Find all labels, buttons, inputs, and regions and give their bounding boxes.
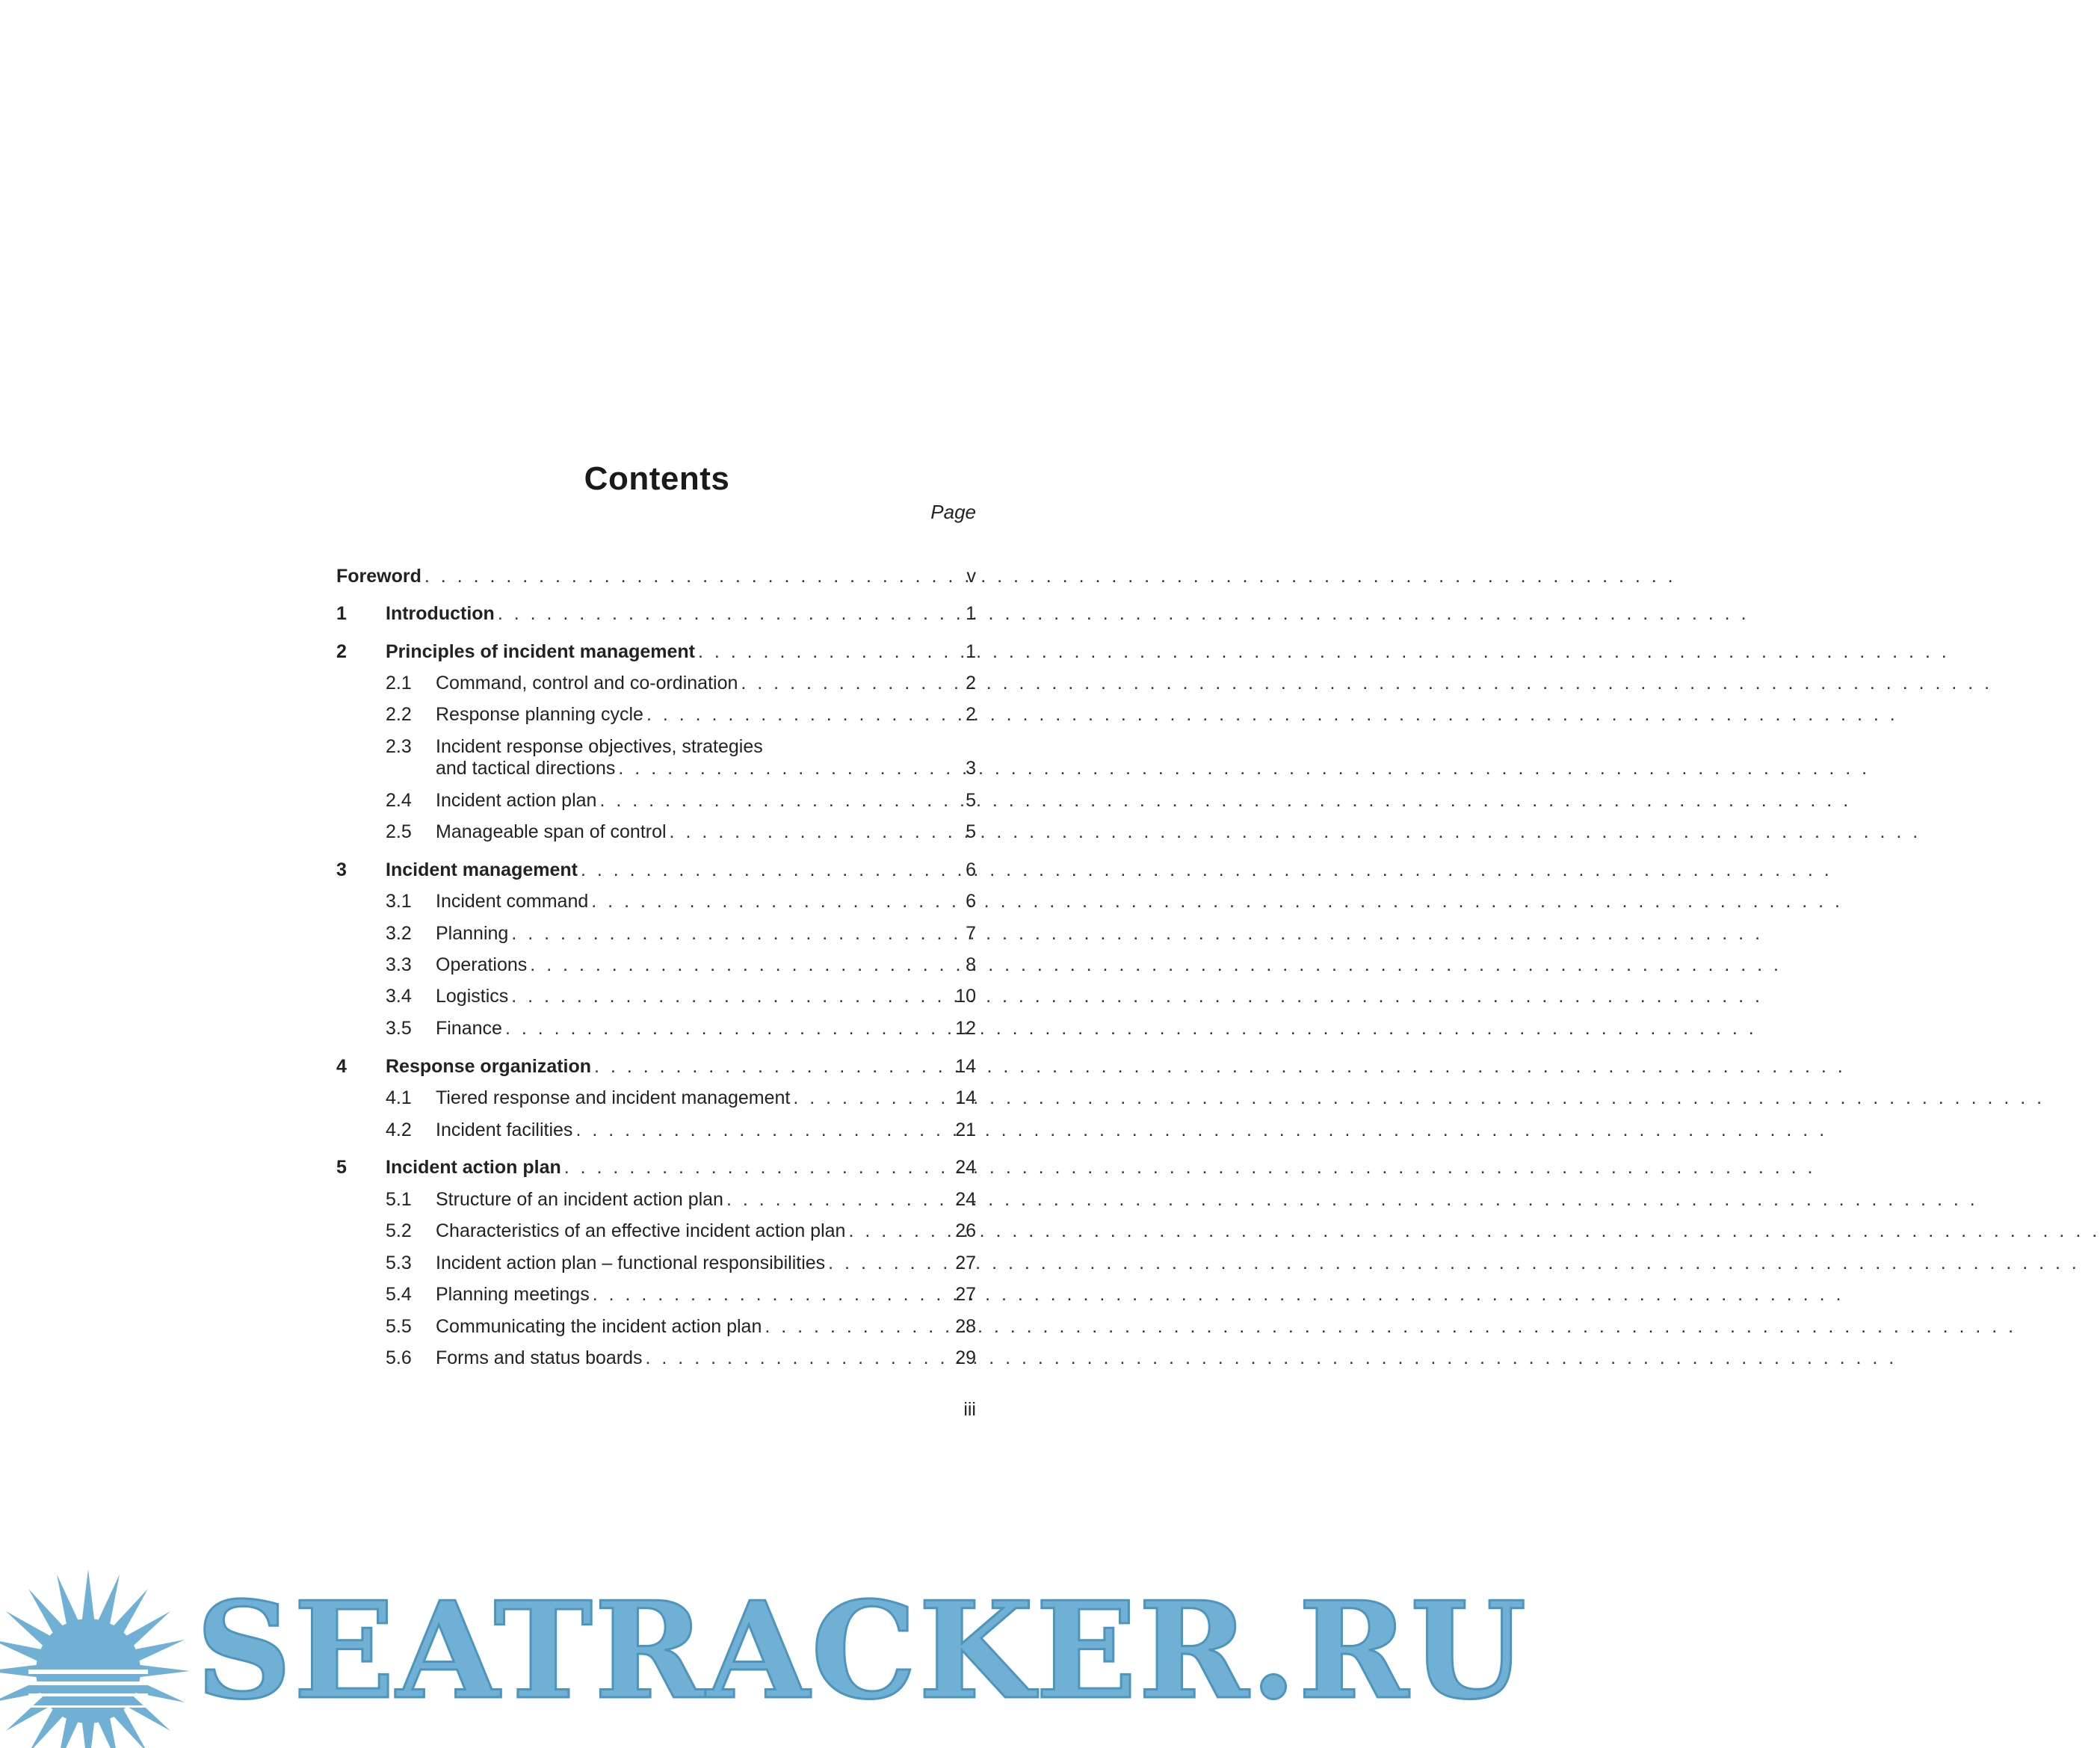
toc-entry-page: 29 — [955, 1347, 976, 1368]
toc-entry-3-2[interactable] — [0, 922, 1236, 948]
toc-entry-number: 2.3 — [386, 736, 412, 757]
toc-entry-page: 5 — [966, 821, 976, 842]
dot-leader — [575, 1119, 1827, 1141]
toc-entry-5-4[interactable] — [0, 1283, 1236, 1309]
toc-entry-3-4[interactable] — [0, 985, 1236, 1010]
dot-leader — [593, 1283, 1844, 1306]
toc-entry-page: 2 — [966, 673, 976, 694]
toc-entry-3[interactable] — [0, 859, 1236, 884]
toc-entry-5-1[interactable] — [0, 1188, 1236, 1214]
dot-leader — [591, 890, 1843, 912]
toc-entry-number: 3.1 — [386, 891, 412, 912]
toc-entry-number: 4.1 — [386, 1087, 412, 1108]
toc-entry-label: Introduction — [386, 602, 498, 625]
toc-entry-number: 3.5 — [386, 1018, 412, 1039]
toc-entry-label: Command, control and co-ordination — [436, 672, 741, 694]
toc-entry-number: 5.5 — [386, 1316, 412, 1337]
dot-leader — [599, 789, 1851, 812]
toc-entry-label: Incident command — [436, 890, 591, 912]
toc-entry-page: 14 — [955, 1087, 976, 1108]
toc-entry-label: and tactical directions — [436, 757, 618, 779]
toc-entry-number: 2.2 — [386, 704, 412, 725]
toc-entry-label: Planning meetings — [436, 1283, 593, 1306]
dot-leader — [505, 1017, 1757, 1040]
dot-leader — [511, 922, 1763, 945]
toc-entry-page: 27 — [955, 1284, 976, 1305]
toc-entry-label: Incident facilities — [436, 1119, 575, 1141]
toc-entry-page: 21 — [955, 1119, 976, 1140]
toc-entry-number: 4.2 — [386, 1119, 412, 1140]
toc-entry-3-1[interactable] — [0, 890, 1236, 915]
dot-leader — [511, 985, 1763, 1007]
dot-leader — [646, 1347, 1897, 1369]
toc-entry-number: 3 — [336, 859, 347, 880]
toc-entry-5-5[interactable] — [0, 1315, 1236, 1341]
page-column-label: Page — [930, 501, 976, 523]
toc-entry-2-2[interactable] — [0, 703, 1236, 729]
toc-entry-page: v — [966, 566, 976, 587]
dot-leader — [594, 1055, 1846, 1078]
toc-entry-page: 12 — [955, 1018, 976, 1039]
toc-entry-page: 8 — [966, 954, 976, 975]
toc-entry-page: 2 — [966, 704, 976, 725]
toc-entry-page: 6 — [966, 859, 976, 880]
dot-leader — [828, 1252, 2080, 1274]
toc-entry-label-line1: Incident response objectives, strategies — [436, 736, 763, 757]
toc-entry-2-3[interactable] — [0, 735, 1236, 783]
dot-leader — [646, 703, 1898, 726]
toc-entry-label: Principles of incident management — [386, 640, 698, 663]
toc-entry-label: Communicating the incident action plan — [436, 1315, 765, 1338]
toc-entry-number: 2 — [336, 641, 347, 662]
toc-entry-page: 27 — [955, 1253, 976, 1273]
toc-entry-page: 1 — [966, 603, 976, 624]
toc-entry-page: 3 — [966, 758, 976, 779]
dot-leader — [564, 1156, 1816, 1179]
toc-entry-number: 2.4 — [386, 790, 412, 811]
toc-entry-label: Logistics — [436, 985, 511, 1007]
dot-leader — [741, 672, 1992, 694]
toc-entry-page: 5 — [966, 790, 976, 811]
toc-entry-number: 4 — [336, 1056, 347, 1077]
watermark-text: SEATRACKER.RU — [196, 1572, 1528, 1729]
toc-entry-page: 24 — [955, 1189, 976, 1210]
toc-entry-number: 5.4 — [386, 1284, 412, 1305]
page-title: Contents — [584, 460, 730, 497]
toc-entry-2-1[interactable] — [0, 672, 1236, 697]
toc-entry-page: 7 — [966, 923, 976, 944]
toc-entry-5-2[interactable] — [0, 1220, 1236, 1245]
dot-leader — [848, 1220, 2100, 1242]
toc-entry-number: 3.4 — [386, 986, 412, 1007]
dot-leader — [498, 602, 1750, 625]
toc-entry-page: 14 — [955, 1056, 976, 1077]
toc-entry-number: 5.2 — [386, 1220, 412, 1241]
dot-leader — [670, 821, 1921, 843]
toc-entry-label: Operations — [436, 954, 530, 976]
toc-entry-label: Tiered response and incident management — [436, 1087, 793, 1109]
toc-entry-2-4[interactable] — [0, 789, 1236, 815]
toc-entry-page: 28 — [955, 1316, 976, 1337]
toc-entry-label: Response planning cycle — [436, 703, 646, 726]
toc-entry-number: 5 — [336, 1157, 347, 1178]
toc-entry-2-5[interactable] — [0, 821, 1236, 846]
toc-entry-label: Planning — [436, 922, 511, 945]
dot-leader — [698, 640, 1950, 663]
toc-entry-5-3[interactable] — [0, 1252, 1236, 1277]
toc-entry-number: 5.6 — [386, 1347, 412, 1368]
toc-entry-3-3[interactable] — [0, 954, 1236, 979]
dot-leader — [793, 1087, 2045, 1109]
toc-entry-4-1[interactable] — [0, 1087, 1236, 1112]
toc-entry-foreword[interactable] — [0, 565, 1236, 590]
toc-entry-number: 1 — [336, 603, 347, 624]
toc-entry-1[interactable] — [0, 602, 1236, 628]
toc-entry-number: 3.2 — [386, 923, 412, 944]
toc-entry-page: 24 — [955, 1157, 976, 1178]
toc-entry-label: Manageable span of control — [436, 821, 670, 843]
toc-entry-page: 10 — [955, 986, 976, 1007]
toc-entry-number: 2.1 — [386, 673, 412, 694]
toc-entry-label: Incident action plan — [436, 789, 599, 812]
toc-entry-number: 2.5 — [386, 821, 412, 842]
toc-entry-5[interactable] — [0, 1156, 1236, 1182]
toc-entry-label: Foreword — [336, 565, 424, 587]
toc-entry-page: 1 — [966, 641, 976, 662]
page-number: iii — [963, 1399, 976, 1420]
toc-entry-number: 5.1 — [386, 1189, 412, 1210]
toc-entry-label: Forms and status boards — [436, 1347, 646, 1369]
toc-entry-number: 5.3 — [386, 1253, 412, 1273]
toc-entry-5-6[interactable] — [0, 1347, 1236, 1372]
toc-entry-label: Incident action plan – functional responsibilities — [436, 1252, 828, 1274]
toc-entry-4[interactable] — [0, 1055, 1236, 1081]
dot-leader — [726, 1188, 1978, 1211]
toc-entry-number: 3.3 — [386, 954, 412, 975]
toc-entry-4-2[interactable] — [0, 1119, 1236, 1144]
toc-entry-label: Response organization — [386, 1055, 594, 1078]
toc-entry-3-5[interactable] — [0, 1017, 1236, 1043]
toc-entry-2[interactable] — [0, 640, 1236, 666]
dot-leader — [530, 954, 1782, 976]
dot-leader — [618, 757, 1870, 779]
toc-entry-page: 6 — [966, 891, 976, 912]
toc-entry-label: Incident management — [386, 859, 581, 881]
toc-entry-label: Incident action plan — [386, 1156, 564, 1179]
dot-leader — [581, 859, 1832, 881]
dot-leader — [424, 565, 1676, 587]
toc-entry-page: 26 — [955, 1220, 976, 1241]
toc-entry-label: Finance — [436, 1017, 505, 1040]
toc-entry-label: Structure of an incident action plan — [436, 1188, 726, 1211]
toc-entry-label: Characteristics of an effective incident action plan — [436, 1220, 848, 1242]
